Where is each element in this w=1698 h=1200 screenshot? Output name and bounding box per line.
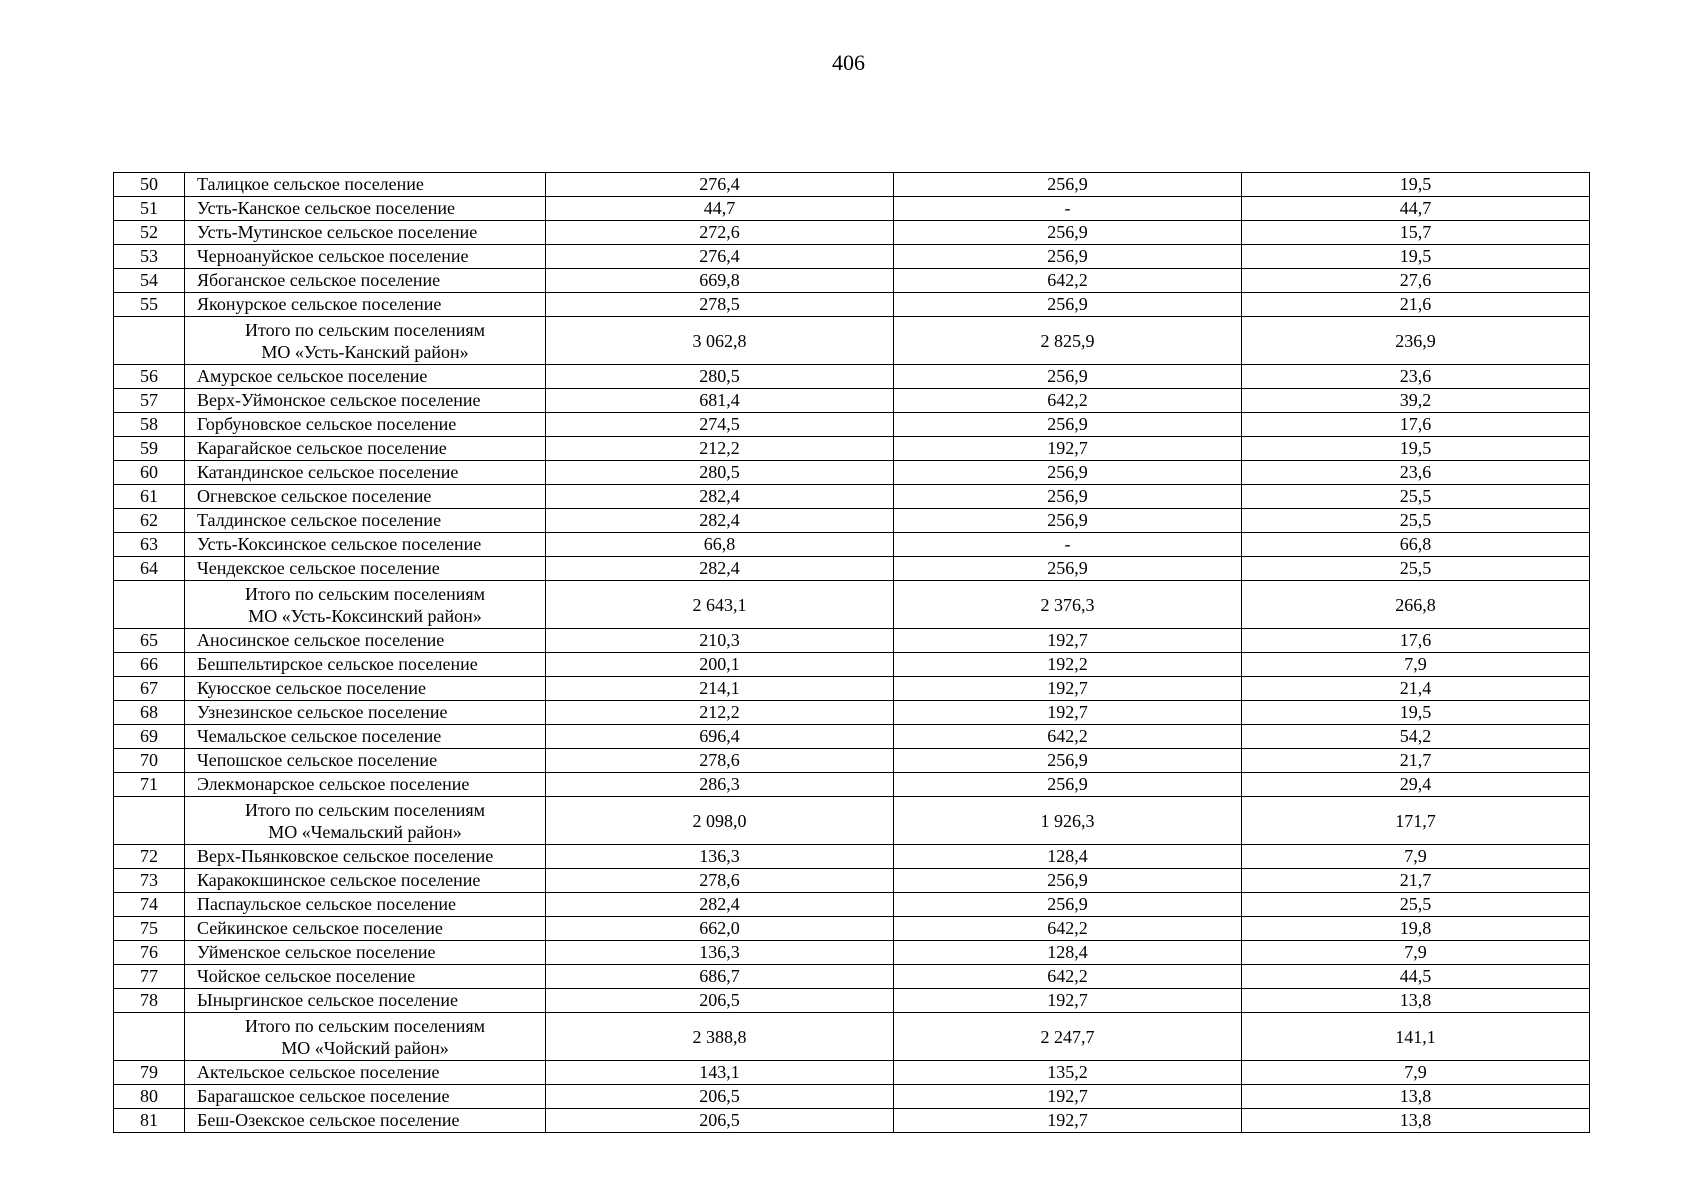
- table-body: [114, 173, 1590, 1133]
- table-row: [114, 557, 1590, 581]
- row-number: 58: [114, 413, 185, 437]
- value-col-1: 696,4: [546, 725, 894, 749]
- value-col-2: 135,2: [894, 1061, 1242, 1085]
- value-col-2: 192,7: [894, 437, 1242, 461]
- table-row: [114, 1061, 1590, 1085]
- value-col-3: 19,5: [1242, 701, 1590, 725]
- value-col-1: 210,3: [546, 629, 894, 653]
- row-number: 71: [114, 773, 185, 797]
- row-number: 57: [114, 389, 185, 413]
- value-col-1: 669,8: [546, 269, 894, 293]
- value-col-1: 200,1: [546, 653, 894, 677]
- settlement-name: Чойское сельское поселение: [185, 965, 546, 989]
- table-row: [114, 965, 1590, 989]
- row-number: 72: [114, 845, 185, 869]
- value-col-1: 143,1: [546, 1061, 894, 1085]
- total-label: [185, 797, 546, 845]
- page-number: 406: [832, 50, 865, 75]
- value-col-2: 192,7: [894, 1109, 1242, 1133]
- value-col-1: 278,6: [546, 869, 894, 893]
- value-col-3: 21,6: [1242, 293, 1590, 317]
- row-number: 50: [114, 173, 185, 197]
- table-row: [114, 893, 1590, 917]
- value-col-3: 23,6: [1242, 461, 1590, 485]
- settlement-name: Беш-Озекское сельское поселение: [185, 1109, 546, 1133]
- settlement-name: Усть-Коксинское сельское поселение: [185, 533, 546, 557]
- value-col-1: 3 062,8: [546, 317, 894, 365]
- settlement-name: Черноануйское сельское поселение: [185, 245, 546, 269]
- value-col-3: 23,6: [1242, 365, 1590, 389]
- value-col-1: 278,6: [546, 749, 894, 773]
- table-row: [114, 221, 1590, 245]
- value-col-3: 7,9: [1242, 845, 1590, 869]
- value-col-3: 25,5: [1242, 485, 1590, 509]
- value-col-1: 2 098,0: [546, 797, 894, 845]
- settlement-name: Огневское сельское поселение: [185, 485, 546, 509]
- settlement-name: Катандинское сельское поселение: [185, 461, 546, 485]
- table-row: [114, 869, 1590, 893]
- value-col-1: 212,2: [546, 701, 894, 725]
- value-col-1: 136,3: [546, 845, 894, 869]
- settlement-name: Верх-Уймонское сельское поселение: [185, 389, 546, 413]
- settlement-name: Амурское сельское поселение: [185, 365, 546, 389]
- table-row: [114, 197, 1590, 221]
- value-col-1: 136,3: [546, 941, 894, 965]
- row-number: 64: [114, 557, 185, 581]
- total-label-line1: Итого по сельским поселениям: [244, 319, 486, 340]
- total-label-line1: Итого по сельским поселениям: [244, 1015, 486, 1036]
- value-col-3: 21,7: [1242, 749, 1590, 773]
- value-col-2: 256,9: [894, 461, 1242, 485]
- table-row: [114, 725, 1590, 749]
- value-col-3: 236,9: [1242, 317, 1590, 365]
- row-number: 62: [114, 509, 185, 533]
- settlement-name: Уйменское сельское поселение: [185, 941, 546, 965]
- value-col-2: 256,9: [894, 869, 1242, 893]
- value-col-2: -: [894, 197, 1242, 221]
- settlement-name: Ыныргинское сельское поселение: [185, 989, 546, 1013]
- row-number: 56: [114, 365, 185, 389]
- row-number: [114, 581, 185, 629]
- value-col-2: 2 247,7: [894, 1013, 1242, 1061]
- table-row: [114, 293, 1590, 317]
- row-number: 70: [114, 749, 185, 773]
- value-col-2: 256,9: [894, 749, 1242, 773]
- value-col-1: 2 643,1: [546, 581, 894, 629]
- table-row: [114, 365, 1590, 389]
- settlement-name: Чендекское сельское поселение: [185, 557, 546, 581]
- table-row: [114, 677, 1590, 701]
- row-number: 66: [114, 653, 185, 677]
- row-number: 73: [114, 869, 185, 893]
- value-col-2: 192,7: [894, 629, 1242, 653]
- table-row: [114, 1085, 1590, 1109]
- table-row: [114, 485, 1590, 509]
- row-number: 76: [114, 941, 185, 965]
- row-number: 53: [114, 245, 185, 269]
- total-row: [114, 317, 1590, 365]
- settlements-table: [113, 172, 1590, 1133]
- settlement-name: Талицкое сельское поселение: [185, 173, 546, 197]
- value-col-2: 256,9: [894, 485, 1242, 509]
- value-col-2: 642,2: [894, 965, 1242, 989]
- value-col-3: 19,5: [1242, 173, 1590, 197]
- row-number: 78: [114, 989, 185, 1013]
- settlement-name: Чепошское сельское поселение: [185, 749, 546, 773]
- total-label-line2: МО «Усть-Канский район»: [261, 341, 469, 362]
- value-col-1: 282,4: [546, 893, 894, 917]
- table-row: [114, 917, 1590, 941]
- value-col-2: 1 926,3: [894, 797, 1242, 845]
- value-col-3: 171,7: [1242, 797, 1590, 845]
- total-label-line2: МО «Чойский район»: [281, 1037, 449, 1058]
- value-col-2: 256,9: [894, 893, 1242, 917]
- row-number: 77: [114, 965, 185, 989]
- value-col-2: 256,9: [894, 245, 1242, 269]
- value-col-3: 44,7: [1242, 197, 1590, 221]
- value-col-2: 192,2: [894, 653, 1242, 677]
- value-col-1: 214,1: [546, 677, 894, 701]
- settlement-name: Аносинское сельское поселение: [185, 629, 546, 653]
- row-number: [114, 797, 185, 845]
- settlement-name: Барагашское сельское поселение: [185, 1085, 546, 1109]
- value-col-2: 256,9: [894, 221, 1242, 245]
- settlement-name: Куюсское сельское поселение: [185, 677, 546, 701]
- value-col-2: 642,2: [894, 269, 1242, 293]
- table-row: [114, 749, 1590, 773]
- value-col-1: 282,4: [546, 485, 894, 509]
- value-col-1: 212,2: [546, 437, 894, 461]
- row-number: 75: [114, 917, 185, 941]
- value-col-1: 681,4: [546, 389, 894, 413]
- table-row: [114, 845, 1590, 869]
- table-row: [114, 533, 1590, 557]
- row-number: [114, 317, 185, 365]
- value-col-2: 128,4: [894, 941, 1242, 965]
- value-col-3: 13,8: [1242, 1109, 1590, 1133]
- value-col-3: 29,4: [1242, 773, 1590, 797]
- value-col-1: 206,5: [546, 1109, 894, 1133]
- row-number: 63: [114, 533, 185, 557]
- row-number: 55: [114, 293, 185, 317]
- table-row: [114, 461, 1590, 485]
- table-row: [114, 437, 1590, 461]
- value-col-2: 256,9: [894, 773, 1242, 797]
- value-col-2: 256,9: [894, 509, 1242, 533]
- value-col-1: 282,4: [546, 509, 894, 533]
- value-col-1: 286,3: [546, 773, 894, 797]
- table-row: [114, 173, 1590, 197]
- table-row: [114, 629, 1590, 653]
- value-col-2: 128,4: [894, 845, 1242, 869]
- value-col-1: 276,4: [546, 245, 894, 269]
- total-row: [114, 581, 1590, 629]
- row-number: 67: [114, 677, 185, 701]
- total-label: [185, 581, 546, 629]
- row-number: 79: [114, 1061, 185, 1085]
- total-row: [114, 1013, 1590, 1061]
- value-col-2: 642,2: [894, 725, 1242, 749]
- total-label: [185, 317, 546, 365]
- value-col-2: 192,7: [894, 701, 1242, 725]
- table-row: [114, 653, 1590, 677]
- value-col-3: 266,8: [1242, 581, 1590, 629]
- table-row: [114, 269, 1590, 293]
- value-col-3: 7,9: [1242, 653, 1590, 677]
- value-col-1: 686,7: [546, 965, 894, 989]
- value-col-2: 256,9: [894, 293, 1242, 317]
- value-col-2: 256,9: [894, 173, 1242, 197]
- settlement-name: Карагайское сельское поселение: [185, 437, 546, 461]
- value-col-3: 13,8: [1242, 989, 1590, 1013]
- settlement-name: Сейкинское сельское поселение: [185, 917, 546, 941]
- settlement-name: Паспаульское сельское поселение: [185, 893, 546, 917]
- table-row: [114, 509, 1590, 533]
- value-col-3: 44,5: [1242, 965, 1590, 989]
- table-row: [114, 773, 1590, 797]
- total-row: [114, 797, 1590, 845]
- value-col-2: 256,9: [894, 413, 1242, 437]
- value-col-2: 192,7: [894, 989, 1242, 1013]
- value-col-2: 192,7: [894, 677, 1242, 701]
- value-col-3: 25,5: [1242, 557, 1590, 581]
- total-label-line1: Итого по сельским поселениям: [244, 583, 486, 604]
- row-number: 52: [114, 221, 185, 245]
- value-col-1: 272,6: [546, 221, 894, 245]
- table-row: [114, 941, 1590, 965]
- row-number: 81: [114, 1109, 185, 1133]
- value-col-3: 15,7: [1242, 221, 1590, 245]
- value-col-3: 25,5: [1242, 893, 1590, 917]
- value-col-2: 642,2: [894, 917, 1242, 941]
- value-col-3: 21,4: [1242, 677, 1590, 701]
- row-number: 65: [114, 629, 185, 653]
- value-col-3: 54,2: [1242, 725, 1590, 749]
- value-col-3: 66,8: [1242, 533, 1590, 557]
- value-col-2: 2 825,9: [894, 317, 1242, 365]
- row-number: 59: [114, 437, 185, 461]
- value-col-1: 66,8: [546, 533, 894, 557]
- value-col-2: -: [894, 533, 1242, 557]
- settlement-name: Горбуновское сельское поселение: [185, 413, 546, 437]
- value-col-3: 27,6: [1242, 269, 1590, 293]
- settlement-name: Актельское сельское поселение: [185, 1061, 546, 1085]
- value-col-2: 2 376,3: [894, 581, 1242, 629]
- value-col-1: 280,5: [546, 461, 894, 485]
- row-number: 61: [114, 485, 185, 509]
- total-label-line2: МО «Чемальский район»: [268, 821, 462, 842]
- settlement-name: Элекмонарское сельское поселение: [185, 773, 546, 797]
- value-col-2: 256,9: [894, 365, 1242, 389]
- value-col-1: 276,4: [546, 173, 894, 197]
- row-number: 60: [114, 461, 185, 485]
- value-col-3: 39,2: [1242, 389, 1590, 413]
- value-col-1: 662,0: [546, 917, 894, 941]
- row-number: 54: [114, 269, 185, 293]
- row-number: [114, 1013, 185, 1061]
- value-col-1: 280,5: [546, 365, 894, 389]
- value-col-3: 17,6: [1242, 413, 1590, 437]
- settlement-name: Усть-Канское сельское поселение: [185, 197, 546, 221]
- value-col-1: 2 388,8: [546, 1013, 894, 1061]
- value-col-1: 282,4: [546, 557, 894, 581]
- value-col-3: 21,7: [1242, 869, 1590, 893]
- table-row: [114, 1109, 1590, 1133]
- value-col-3: 19,8: [1242, 917, 1590, 941]
- value-col-2: 642,2: [894, 389, 1242, 413]
- total-label-line1: Итого по сельским поселениям: [244, 799, 486, 820]
- value-col-3: 19,5: [1242, 437, 1590, 461]
- row-number: 51: [114, 197, 185, 221]
- total-label-line2: МО «Усть-Коксинский район»: [248, 605, 482, 626]
- settlement-name: Талдинское сельское поселение: [185, 509, 546, 533]
- settlement-name: Усть-Мутинское сельское поселение: [185, 221, 546, 245]
- settlement-name: Яконурское сельское поселение: [185, 293, 546, 317]
- value-col-3: 13,8: [1242, 1085, 1590, 1109]
- value-col-3: 17,6: [1242, 629, 1590, 653]
- row-number: 74: [114, 893, 185, 917]
- table-row: [114, 389, 1590, 413]
- settlement-name: Ябоганское сельское поселение: [185, 269, 546, 293]
- settlement-name: Каракокшинское сельское поселение: [185, 869, 546, 893]
- value-col-2: 256,9: [894, 557, 1242, 581]
- value-col-1: 206,5: [546, 989, 894, 1013]
- table-row: [114, 245, 1590, 269]
- table-row: [114, 989, 1590, 1013]
- value-col-1: 274,5: [546, 413, 894, 437]
- settlement-name: Бешпельтирское сельское поселение: [185, 653, 546, 677]
- settlement-name: Чемальское сельское поселение: [185, 725, 546, 749]
- value-col-3: 7,9: [1242, 1061, 1590, 1085]
- table-row: [114, 701, 1590, 725]
- value-col-1: 206,5: [546, 1085, 894, 1109]
- value-col-2: 192,7: [894, 1085, 1242, 1109]
- table-row: [114, 413, 1590, 437]
- settlement-name: Узнезинское сельское поселение: [185, 701, 546, 725]
- row-number: 69: [114, 725, 185, 749]
- value-col-1: 278,5: [546, 293, 894, 317]
- value-col-3: 141,1: [1242, 1013, 1590, 1061]
- row-number: 80: [114, 1085, 185, 1109]
- value-col-3: 25,5: [1242, 509, 1590, 533]
- row-number: 68: [114, 701, 185, 725]
- settlement-name: Верх-Пьянковское сельское поселение: [185, 845, 546, 869]
- total-label: [185, 1013, 546, 1061]
- value-col-3: 7,9: [1242, 941, 1590, 965]
- value-col-3: 19,5: [1242, 245, 1590, 269]
- value-col-1: 44,7: [546, 197, 894, 221]
